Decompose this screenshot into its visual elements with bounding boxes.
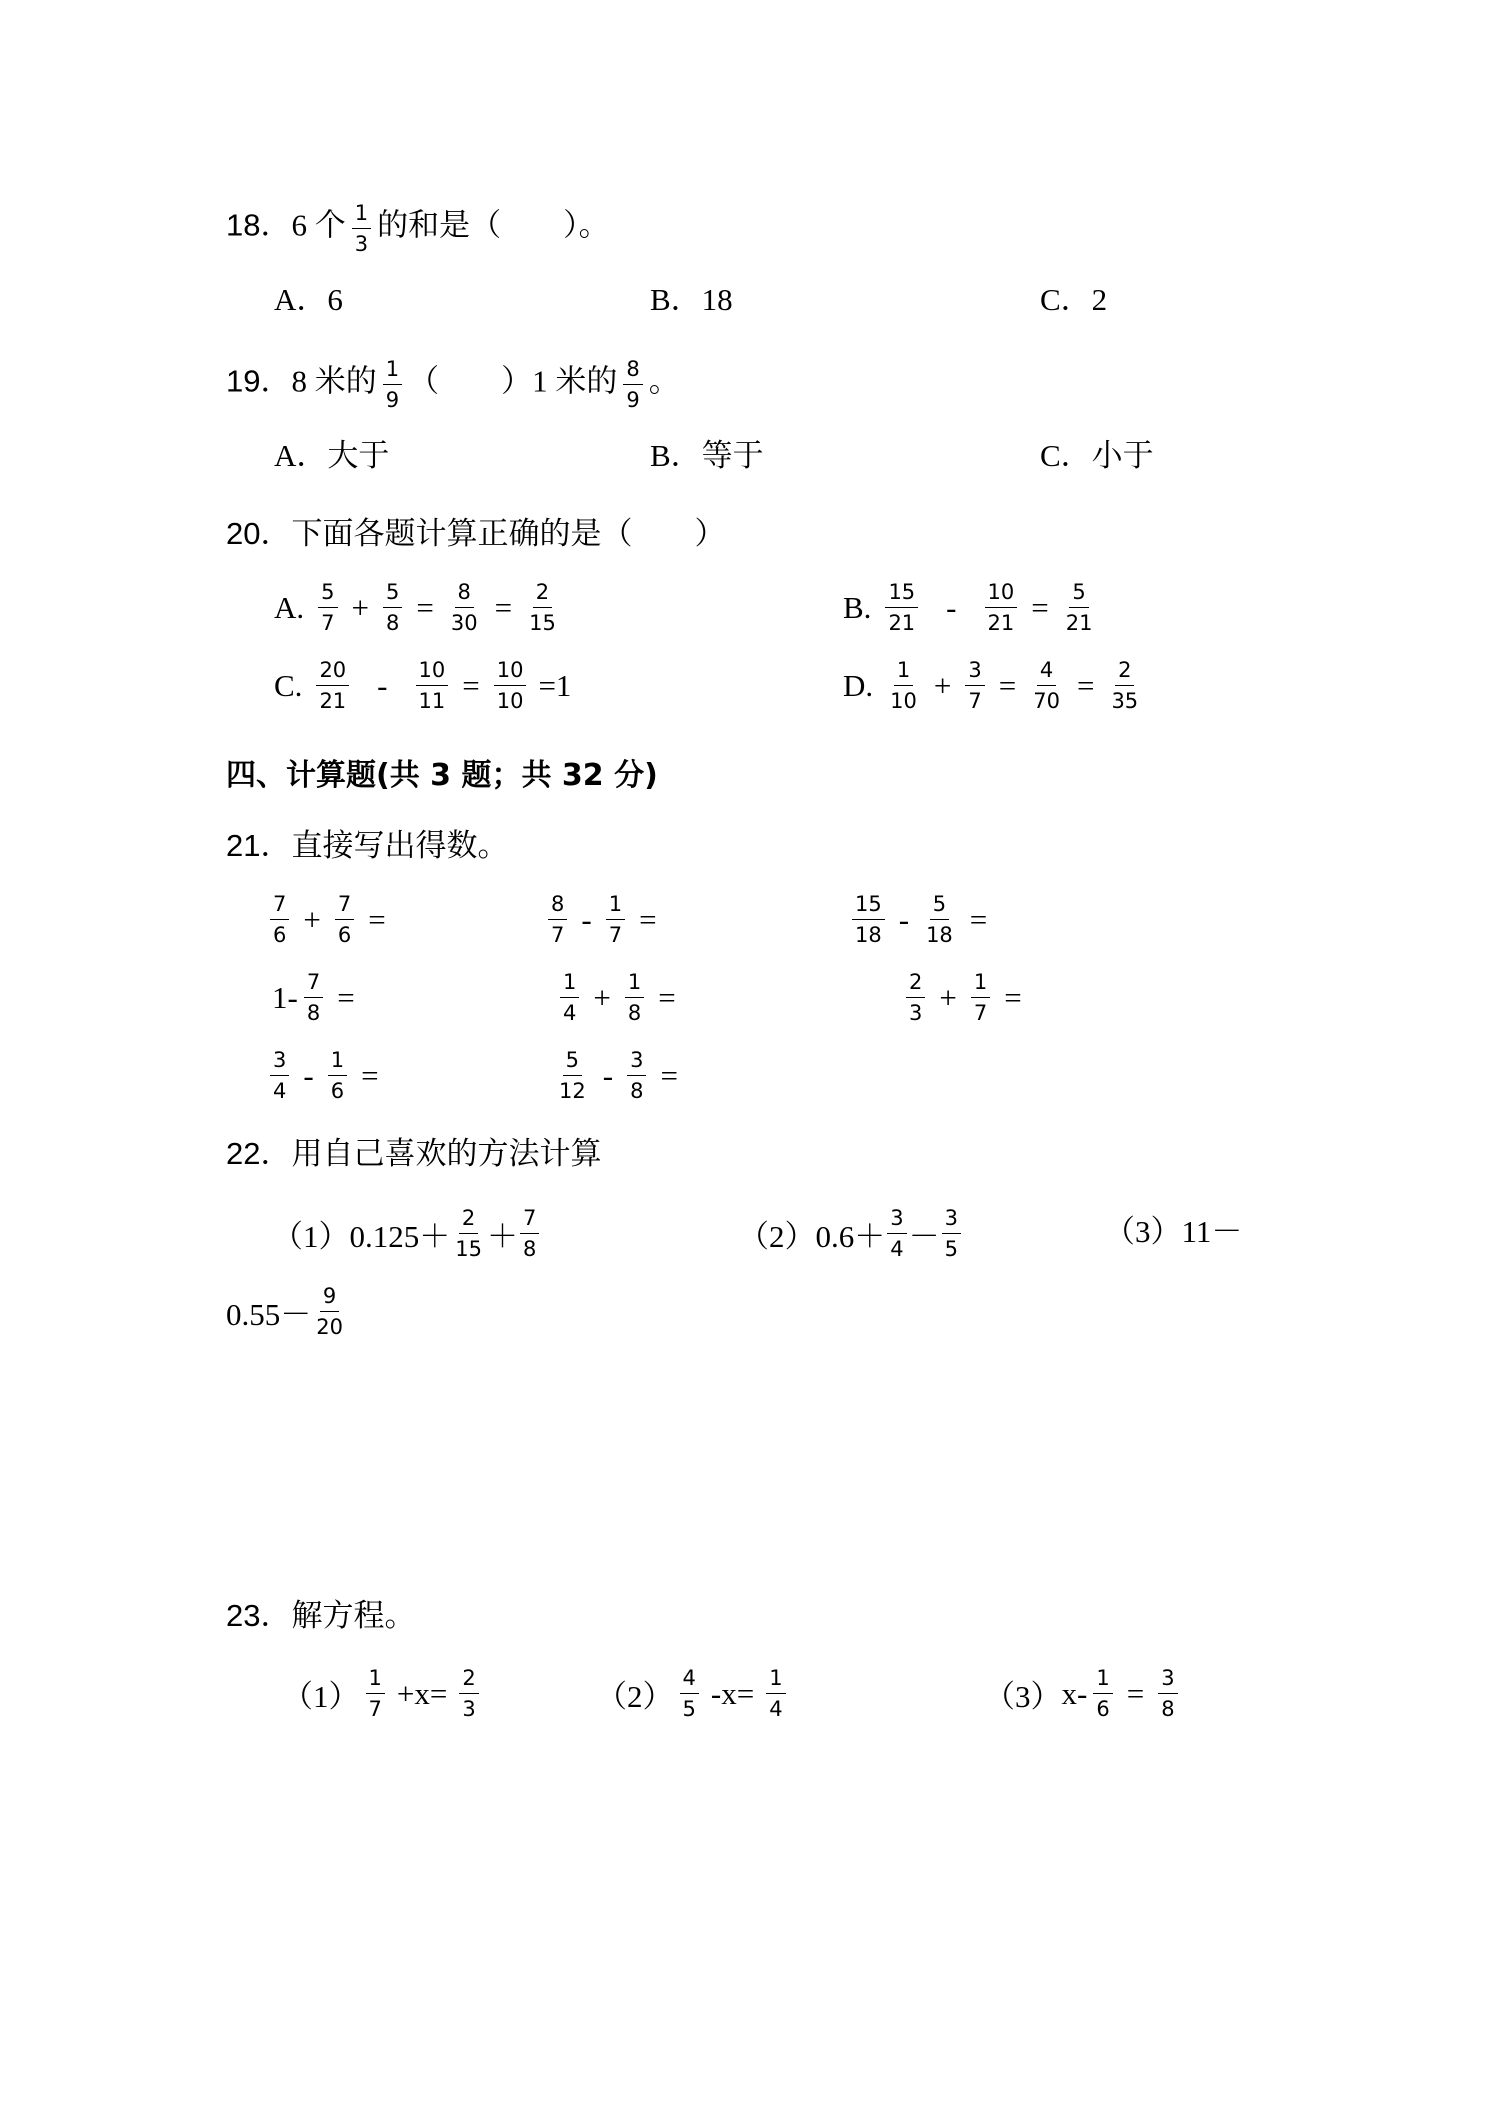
calc-expression-3: $\frac{15}{18}$ - $\frac{5}{18}$ =: [846, 892, 995, 947]
question-text-post: 。: [648, 363, 680, 399]
fraction: $\frac{1}{9}$: [383, 357, 402, 412]
calc-expression-7: $\frac{3}{4}$ - $\frac{1}{6}$ =: [264, 1048, 387, 1103]
option-b-expression: B. $\frac{15}{21}$ - $\frac{10}{21}$ = $\frac{5}{21}$: [843, 580, 1093, 635]
equation-3: （3） x- $\frac{1}{6}$ = $\frac{3}{8}$: [984, 1666, 1184, 1721]
calc-expression-6: $\frac{2}{3}$ + $\frac{1}{7}$ =: [900, 970, 1030, 1025]
question-text-pre: 8 米的: [291, 363, 377, 399]
question-text: 解方程。: [291, 1598, 416, 1633]
option-a: A．6: [274, 282, 343, 317]
question-text: 直接写出得数。: [291, 828, 509, 863]
option-b: B．18: [650, 282, 733, 317]
equation-2: （2） $\frac{4}{5}$ -x= $\frac{1}{4}$: [596, 1666, 792, 1721]
calc-problem-1: （1） 0.125＋ $\frac{2}{15}$ ＋ $\frac{7}{8}$: [272, 1206, 541, 1261]
question-text: 下面各题计算正确的是（ ）: [291, 516, 726, 551]
question-text: 用自己喜欢的方法计算: [291, 1136, 602, 1171]
option-label: C.: [274, 667, 303, 703]
question-number: 23．: [226, 1598, 292, 1633]
calc-expression-2: $\frac{8}{7}$ - $\frac{1}{7}$ =: [542, 892, 665, 947]
question-21: [226, 826, 508, 866]
fraction: $\frac{1}{3}$: [352, 201, 371, 256]
question-text-pre: 6 个: [291, 207, 346, 243]
question-number: 19．: [226, 363, 292, 399]
question-text-post: 的和是（ ）。: [377, 207, 610, 243]
question-number: 21．: [226, 828, 292, 863]
question-number: 22．: [226, 1136, 292, 1171]
question-20: [226, 514, 725, 554]
calc-problem-3-continued: 0.55－ $\frac{9}{20}$: [226, 1284, 343, 1339]
question-19: [226, 357, 680, 412]
equation-1: （1） $\frac{1}{7}$ +x= $\frac{2}{3}$: [282, 1666, 485, 1721]
calc-expression-5: $\frac{1}{4}$ + $\frac{1}{8}$ =: [554, 970, 684, 1025]
calc-expression-8: $\frac{5}{12}$ - $\frac{3}{8}$ =: [559, 1048, 678, 1103]
option-c: C．小于: [1040, 438, 1154, 473]
question-text-mid: （ ）1 米的: [408, 363, 618, 399]
option-label: B.: [843, 589, 872, 625]
question-number: 20．: [226, 516, 292, 551]
question-number: 18．: [226, 207, 292, 243]
option-b: B．等于: [650, 438, 764, 473]
question-23: [226, 1596, 415, 1636]
calc-expression-1: $\frac{7}{6}$ + $\frac{7}{6}$ =: [264, 892, 394, 947]
option-c: C．2: [1040, 282, 1108, 317]
calc-expression-4: 1- $\frac{7}{8}$ =: [272, 970, 355, 1025]
option-label: A.: [274, 589, 305, 625]
question-18: [226, 201, 610, 256]
calc-problem-3: （3） 11－: [1104, 1214, 1243, 1249]
option-a: A．大于: [274, 438, 390, 473]
section-title: 四、计算题(共 3 题；共 32 分): [226, 758, 658, 793]
option-d-expression: D. $\frac{1}{10}$ + $\frac{3}{7}$ = $\frac{4}{70}$ = $\frac{2}{35}$: [843, 658, 1139, 713]
option-c-expression: C. $\frac{20}{21}$ - $\frac{10}{11}$ = $\frac{10}{10}$ =1: [274, 658, 572, 713]
calc-problem-2: （2） 0.6＋ $\frac{3}{4}$ － $\frac{3}{5}$: [738, 1206, 963, 1261]
fraction: $\frac{8}{9}$: [623, 357, 642, 412]
question-22: [226, 1134, 601, 1174]
option-a-expression: A. $\frac{5}{7}$ + $\frac{5}{8}$ = $\frac{8}{30}$ = $\frac{2}{15}$: [274, 580, 556, 635]
option-label: D.: [843, 667, 874, 703]
